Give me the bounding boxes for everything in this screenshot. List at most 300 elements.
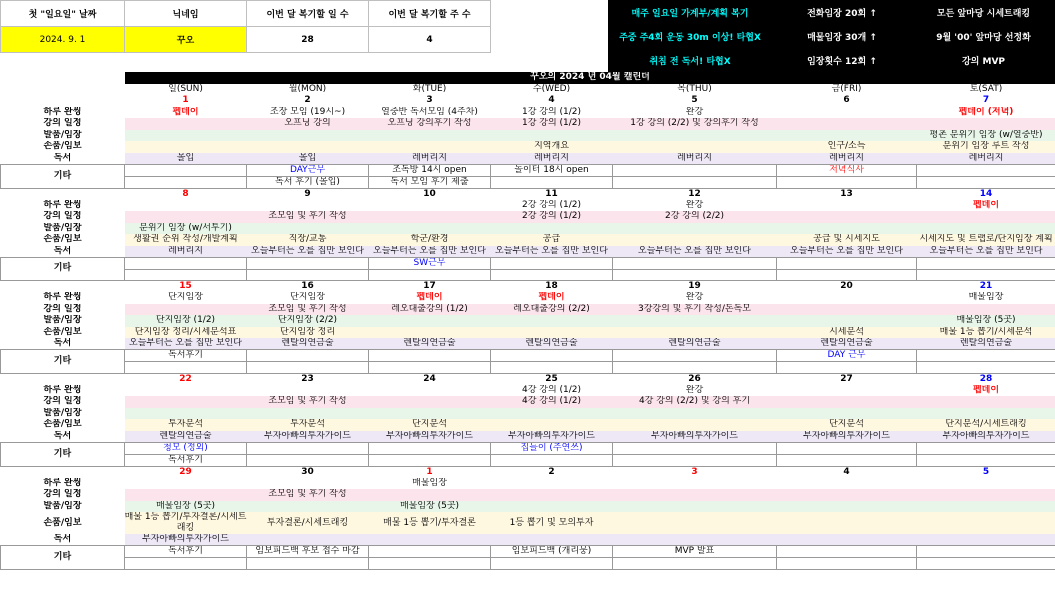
cell-etc2[interactable] [491, 558, 613, 570]
cell-inv[interactable] [613, 419, 777, 431]
cell-etc1[interactable] [369, 442, 491, 454]
cell-inv[interactable]: 직장/교통 [247, 234, 369, 246]
date-number: 28 [979, 373, 993, 384]
cell-lecture[interactable] [917, 211, 1055, 223]
cell-etc2[interactable] [369, 269, 491, 281]
cell-etc2[interactable] [369, 362, 491, 374]
cell-lecture[interactable]: 레오대출강의 (2/2) [491, 304, 613, 316]
week-date-row [1, 373, 1055, 385]
cell-imjang[interactable]: 단지임장 (1/2) [125, 315, 247, 327]
row-etc2 [1, 362, 1055, 374]
cell-inv[interactable]: 단지임장 정리/시세분석표 [125, 327, 247, 339]
cell-imjang[interactable] [613, 315, 777, 327]
cell-etc1[interactable] [247, 257, 369, 269]
cell-etc2[interactable] [613, 269, 777, 281]
cell-read[interactable] [369, 534, 491, 546]
cell-wake[interactable] [777, 200, 917, 212]
cell-inv[interactable]: 단지분석/시세트래킹 [917, 419, 1055, 431]
row-lecture [1, 489, 1055, 501]
cell-wake[interactable] [125, 200, 247, 212]
date-number: 24 [423, 373, 436, 384]
cell-etc1[interactable]: 저녁식사 [777, 164, 917, 176]
cell-inv[interactable]: 단지분석 [777, 419, 917, 431]
cell-etc2[interactable] [247, 269, 369, 281]
cell-inv[interactable]: 투자분석 [125, 419, 247, 431]
cell-read[interactable]: 렌탈의연금술 [125, 431, 247, 443]
cell-wake[interactable] [777, 107, 917, 119]
cell-etc1[interactable] [613, 350, 777, 362]
cell-etc1[interactable] [369, 350, 491, 362]
cell-lecture[interactable] [125, 118, 247, 130]
cell-wake[interactable]: 완강 [613, 385, 777, 397]
row-etc1 [1, 164, 1055, 176]
cell-lecture[interactable] [613, 489, 777, 501]
calendar-corner [1, 72, 125, 84]
cell-imjang[interactable] [613, 408, 777, 420]
cell-etc2[interactable] [613, 176, 777, 188]
cell-read[interactable]: 렌탈의연금술 [491, 338, 613, 350]
cell-read[interactable]: 오늘부터는 오를 집만 보인다 [613, 246, 777, 258]
cell-imjang[interactable] [613, 501, 777, 513]
date-number: 4 [548, 95, 555, 106]
cell-etc2[interactable] [125, 269, 247, 281]
cell-etc2[interactable] [777, 362, 917, 374]
cell-wake[interactable] [247, 385, 369, 397]
cell-wake[interactable]: 2강 강의 (1/2) [491, 200, 613, 212]
date-label-empty [1, 373, 125, 385]
cell-lecture[interactable] [369, 396, 491, 408]
cell-etc2[interactable] [777, 176, 917, 188]
cell-imjang[interactable] [369, 408, 491, 420]
cell-imjang[interactable] [125, 130, 247, 142]
cell-read[interactable] [917, 534, 1055, 546]
cell-imjang[interactable] [369, 130, 491, 142]
cell-etc2[interactable] [917, 558, 1055, 570]
cell-read[interactable]: 오늘부터는 오를 집만 보인다 [125, 338, 247, 350]
row-label: 강의 일정 [43, 396, 82, 407]
first-sunday-value[interactable]: 2024. 9. 1 [1, 27, 125, 53]
cell-wake[interactable] [613, 478, 777, 490]
cell-lecture[interactable] [917, 304, 1055, 316]
cell-etc2[interactable] [491, 362, 613, 374]
cell-inv[interactable] [613, 512, 777, 534]
date-label-empty [1, 281, 125, 293]
cell-etc1[interactable] [777, 257, 917, 269]
cell-read[interactable]: 부자아빠의투자가이드 [247, 431, 369, 443]
cell-etc1[interactable]: 놀이터 18시 open [491, 164, 613, 176]
cell-read[interactable]: 레버리지 [369, 153, 491, 165]
cell-inv[interactable]: 단지분석 [369, 419, 491, 431]
cell-wake[interactable]: 펩데이 [917, 385, 1055, 397]
cell-read[interactable]: 몰입 [247, 153, 369, 165]
summary-table [0, 0, 491, 53]
cell-imjang[interactable] [777, 408, 917, 420]
cell-etc2[interactable] [491, 176, 613, 188]
cell-wake[interactable]: 펩데이 (저녁) [917, 107, 1055, 119]
row-imjang [1, 501, 1055, 513]
cell-inv[interactable]: 시세분석 [777, 327, 917, 339]
date-number: 12 [688, 188, 701, 199]
cell-etc2[interactable] [125, 176, 247, 188]
cell-etc2[interactable] [777, 269, 917, 281]
cell-etc2[interactable]: 독서 모임 후기 제출 [369, 176, 491, 188]
cell-inv[interactable]: 시세지도 및 트랩로/단지임장 계획 [917, 234, 1055, 246]
cell-read[interactable]: 레버리지 [125, 246, 247, 258]
cell-wake[interactable] [125, 385, 247, 397]
cell-etc1[interactable]: 독서후기 [125, 350, 247, 362]
cell-etc2[interactable] [369, 558, 491, 570]
cell-wake[interactable]: 완강 [613, 107, 777, 119]
weekday-header: 일(SUN) [168, 83, 203, 94]
goal-cell: 매주 일요일 가계부/계획 복기 [631, 8, 749, 19]
week-date-row [1, 281, 1055, 293]
cell-etc2[interactable] [247, 558, 369, 570]
cell-read[interactable]: 렌탈의연금술 [917, 338, 1055, 350]
cell-wake[interactable] [777, 292, 917, 304]
cell-inv[interactable] [777, 512, 917, 534]
goal-cell: 임장횟수 12회 ↑ [807, 56, 877, 67]
calendar-title: 꾸오의 2024 년 04월 캘린더 [125, 72, 1055, 84]
cell-imjang[interactable] [777, 315, 917, 327]
row-wake [1, 107, 1055, 119]
cell-read[interactable]: 렌탈의연금술 [369, 338, 491, 350]
date-number: 17 [423, 281, 436, 291]
cell-imjang[interactable] [247, 501, 369, 513]
cell-imjang[interactable] [247, 130, 369, 142]
cell-read[interactable]: 부자아빠의투자가이드 [125, 534, 247, 546]
cell-lecture[interactable]: 2강 강의 (2/2) [613, 211, 777, 223]
cell-etc1[interactable] [369, 546, 491, 558]
cell-etc1[interactable]: 독서후기 [125, 546, 247, 558]
cell-lecture[interactable]: 3강강의 및 후기 작성/돈독모 [613, 304, 777, 316]
cell-inv[interactable] [917, 512, 1055, 534]
cell-lecture[interactable]: 2강 강의 (1/2) [491, 211, 613, 223]
cell-etc1[interactable] [247, 350, 369, 362]
review-days-value[interactable]: 28 [247, 27, 369, 53]
date-number: 3 [691, 466, 698, 477]
row-label: 독서 [53, 152, 72, 163]
cell-imjang[interactable] [777, 223, 917, 235]
cell-lecture[interactable]: 레오대출강의 (1/2) [369, 304, 491, 316]
cell-imjang[interactable]: 매물임장 (5곳) [917, 315, 1055, 327]
cell-inv[interactable] [613, 327, 777, 339]
cell-etc2[interactable] [247, 362, 369, 374]
cell-etc1[interactable]: DAY 근무 [777, 350, 917, 362]
cell-etc1[interactable] [777, 442, 917, 454]
cell-etc1[interactable] [247, 442, 369, 454]
cell-inv[interactable]: 투자결론/시세트래킹 [247, 512, 369, 534]
cell-imjang[interactable] [369, 315, 491, 327]
cell-imjang[interactable] [125, 408, 247, 420]
cell-inv[interactable]: 매물 1등 뽑기/투자결론 [369, 512, 491, 534]
cell-inv[interactable] [613, 234, 777, 246]
date-number: 23 [301, 373, 314, 384]
cell-imjang[interactable] [491, 223, 613, 235]
cell-lecture[interactable] [777, 304, 917, 316]
cell-read[interactable]: 부자아빠의투자가이드 [369, 431, 491, 443]
weekday-header: 토(SAT) [969, 83, 1003, 94]
cell-inv[interactable]: 인구/소득 [777, 141, 917, 153]
cell-wake[interactable]: 펩데이 [369, 292, 491, 304]
cell-lecture[interactable]: 1강 강의 (2/2) 및 강의후기 작성 [613, 118, 777, 130]
cell-imjang[interactable] [777, 130, 917, 142]
row-label: 하루 완씽 [43, 292, 82, 303]
weekday-header: 화(TUE) [412, 83, 447, 94]
row-imjang [1, 223, 1055, 235]
row-etc1 [1, 350, 1055, 362]
cell-inv[interactable] [247, 141, 369, 153]
cell-read[interactable]: 오늘부터는 오를 집만 보인다 [777, 246, 917, 258]
cell-etc1[interactable]: 조독방 14시 open [369, 164, 491, 176]
cell-read[interactable]: 레버리지 [491, 153, 613, 165]
cell-read[interactable]: 레버리지 [613, 153, 777, 165]
cell-etc2[interactable] [247, 454, 369, 466]
cell-wake[interactable] [917, 478, 1055, 490]
cell-read[interactable]: 레버리지 [777, 153, 917, 165]
cell-etc1[interactable] [491, 257, 613, 269]
cell-read[interactable] [247, 534, 369, 546]
cell-read[interactable]: 오늘부터는 오를 집만 보인다 [247, 246, 369, 258]
cell-inv[interactable]: 공급 및 시세지도 [777, 234, 917, 246]
cell-etc1[interactable] [917, 442, 1055, 454]
cell-etc2[interactable] [613, 454, 777, 466]
row-lecture [1, 118, 1055, 130]
cell-lecture[interactable]: 조모임 및 후기 작성 [247, 304, 369, 316]
cell-etc2[interactable] [125, 558, 247, 570]
cell-lecture[interactable] [369, 211, 491, 223]
cell-etc2[interactable] [917, 269, 1055, 281]
cell-wake[interactable] [247, 200, 369, 212]
cell-etc1[interactable]: SW근무 [369, 257, 491, 269]
cell-read[interactable]: 오늘부터는 오를 집만 보인다 [917, 246, 1055, 258]
cell-etc1[interactable] [125, 164, 247, 176]
cell-imjang[interactable] [491, 315, 613, 327]
row-etc2 [1, 558, 1055, 570]
cell-lecture[interactable] [777, 118, 917, 130]
cell-inv[interactable]: 1등 뽑기 및 모의투자 [491, 512, 613, 534]
cell-wake[interactable] [125, 478, 247, 490]
cell-lecture[interactable]: 1강 강의 (1/2) [491, 118, 613, 130]
cell-wake[interactable] [369, 385, 491, 397]
cell-etc1[interactable] [613, 257, 777, 269]
cell-imjang[interactable] [777, 501, 917, 513]
cell-read[interactable]: 레버리지 [917, 153, 1055, 165]
cell-wake[interactable] [777, 478, 917, 490]
cell-imjang[interactable] [369, 223, 491, 235]
cell-read[interactable]: 몰입 [125, 153, 247, 165]
cell-inv[interactable]: 매물 1등 뽑기/투자결론/시세트래킹 [124, 512, 247, 533]
cell-etc1[interactable]: 청모 (정외) [125, 442, 247, 454]
cell-lecture[interactable]: 조모임 및 후기 작성 [247, 396, 369, 408]
cell-etc2[interactable] [917, 176, 1055, 188]
cell-read[interactable]: 부자아빠의투자가이드 [613, 431, 777, 443]
date-number: 19 [688, 281, 701, 291]
row-label: 발품/임장 [43, 407, 82, 418]
cell-etc1[interactable] [613, 442, 777, 454]
cell-etc2[interactable] [613, 558, 777, 570]
cell-imjang[interactable] [917, 223, 1055, 235]
cell-imjang[interactable] [491, 130, 613, 142]
cell-imjang[interactable]: 매물임장 (5곳) [369, 501, 491, 513]
cell-imjang[interactable] [491, 408, 613, 420]
cell-lecture[interactable] [777, 489, 917, 501]
cell-read[interactable]: 오늘부터는 오를 집만 보인다 [491, 246, 613, 258]
row-label: 손품/임보 [43, 517, 82, 528]
date-number: 22 [179, 373, 192, 384]
cell-inv[interactable]: 투자분석 [247, 419, 369, 431]
cell-inv[interactable]: 생활권 순위 작성/개발계획 [125, 234, 247, 246]
cell-etc2[interactable] [917, 362, 1055, 374]
date-label-empty [1, 466, 125, 478]
cell-etc2[interactable] [491, 454, 613, 466]
date-number: 1 [426, 466, 433, 477]
cell-wake[interactable]: 완강 [613, 200, 777, 212]
cell-lecture[interactable] [491, 489, 613, 501]
cell-imjang[interactable] [917, 501, 1055, 513]
cell-wake[interactable] [247, 478, 369, 490]
row-label: 손품/임보 [43, 234, 82, 245]
cell-lecture[interactable] [125, 396, 247, 408]
row-label: 강의 일정 [43, 489, 82, 500]
cell-read[interactable]: 렌탈의연금술 [247, 338, 369, 350]
cell-read[interactable]: 렌탈의연금술 [777, 338, 917, 350]
cell-inv[interactable]: 단지임장 정리 [247, 327, 369, 339]
cell-etc2[interactable] [613, 362, 777, 374]
cell-inv[interactable] [491, 327, 613, 339]
cell-etc2[interactable] [777, 454, 917, 466]
cell-etc2[interactable]: 독서 후기 (몰입) [247, 176, 369, 188]
week-date-row [1, 95, 1055, 107]
cell-etc1[interactable] [917, 350, 1055, 362]
row-wake [1, 292, 1055, 304]
cell-read[interactable] [777, 534, 917, 546]
cell-etc2[interactable] [125, 362, 247, 374]
cell-wake[interactable]: 조장 모임 (19시~) [247, 107, 369, 119]
review-days-label: 이번 달 복기할 일 수 [247, 1, 369, 27]
cell-lecture[interactable]: 오프닝 강의후기 작성 [369, 118, 491, 130]
cell-wake[interactable] [491, 478, 613, 490]
cell-wake[interactable] [369, 200, 491, 212]
cell-inv[interactable] [369, 327, 491, 339]
cell-etc2[interactable] [369, 454, 491, 466]
cell-read[interactable] [491, 534, 613, 546]
cell-wake[interactable]: 펩데이 [917, 200, 1055, 212]
row-label: 독서 [53, 534, 72, 544]
cell-inv[interactable] [125, 141, 247, 153]
cell-etc1[interactable] [491, 350, 613, 362]
cell-imjang[interactable] [613, 130, 777, 142]
date-number: 4 [843, 466, 850, 477]
cell-wake[interactable]: 펩데이 [491, 292, 613, 304]
cell-wake[interactable]: 1강 강의 (1/2) [491, 107, 613, 119]
cell-imjang[interactable] [917, 408, 1055, 420]
cell-imjang[interactable] [247, 408, 369, 420]
cell-lecture[interactable] [777, 211, 917, 223]
nickname-value[interactable]: 꾸오 [125, 27, 247, 53]
cell-imjang[interactable] [491, 501, 613, 513]
review-weeks-value[interactable]: 4 [369, 27, 491, 53]
cell-read[interactable]: 부자아빠의투자가이드 [917, 431, 1055, 443]
cell-lecture[interactable] [777, 396, 917, 408]
cell-inv[interactable] [613, 141, 777, 153]
cell-etc2[interactable] [917, 454, 1055, 466]
row-imjang [1, 408, 1055, 420]
weekday-header: 월(MON) [288, 83, 327, 94]
cell-imjang[interactable]: 매물임장 (5곳) [125, 501, 247, 513]
cell-wake[interactable]: 단지임장 [247, 292, 369, 304]
cell-etc2[interactable] [777, 558, 917, 570]
cell-etc1[interactable] [777, 546, 917, 558]
cell-etc1[interactable]: DAY근무 [247, 164, 369, 176]
cell-read[interactable]: 렌탈의연금술 [613, 338, 777, 350]
cell-lecture[interactable]: 4강 강의 (1/2) [491, 396, 613, 408]
date-number: 21 [979, 281, 993, 291]
cell-lecture[interactable] [125, 304, 247, 316]
cell-lecture[interactable] [125, 211, 247, 223]
cell-imjang[interactable] [613, 223, 777, 235]
cell-etc1[interactable] [917, 546, 1055, 558]
cell-etc1[interactable] [613, 164, 777, 176]
cell-imjang[interactable] [247, 223, 369, 235]
cell-wake[interactable]: 매물임장 [917, 292, 1055, 304]
cell-inv[interactable]: 지역개요 [491, 141, 613, 153]
row-read [1, 431, 1055, 443]
cell-inv[interactable] [491, 419, 613, 431]
cell-etc1[interactable] [125, 257, 247, 269]
cell-etc1[interactable] [917, 257, 1055, 269]
cell-lecture[interactable]: 오프닝 강의 [247, 118, 369, 130]
cell-inv[interactable]: 학군/환경 [369, 234, 491, 246]
cell-wake[interactable]: 펩데이 [125, 107, 247, 119]
cell-wake[interactable]: 매물임장 [369, 478, 491, 490]
cell-read[interactable]: 오늘부터는 오를 집만 보인다 [369, 246, 491, 258]
cell-lecture[interactable] [125, 489, 247, 501]
cell-lecture[interactable]: 조모임 및 후기 작성 [247, 489, 369, 501]
date-number: 13 [840, 188, 853, 199]
cell-imjang[interactable]: 평촌 분위기 임장 (w/열중반) [917, 130, 1055, 142]
cell-lecture[interactable] [917, 118, 1055, 130]
cell-read[interactable] [613, 534, 777, 546]
cell-wake[interactable]: 4강 강의 (1/2) [491, 385, 613, 397]
cell-etc1[interactable]: MVP 발표 [613, 546, 777, 558]
cell-etc1[interactable]: 임보피드백 (개리뭉) [491, 546, 613, 558]
cell-wake[interactable]: 단지임장 [125, 292, 247, 304]
row-label: 기타 [1, 164, 125, 188]
cell-inv[interactable]: 분위기 임장 루트 작성 [917, 141, 1055, 153]
cell-etc2[interactable] [491, 269, 613, 281]
cell-lecture[interactable] [917, 489, 1055, 501]
weekday-header-row [1, 84, 1055, 96]
cell-lecture[interactable] [917, 396, 1055, 408]
cell-inv[interactable] [369, 141, 491, 153]
cell-wake[interactable] [777, 385, 917, 397]
cell-wake[interactable]: 열중반 독서모임 (4주차) [369, 107, 491, 119]
cell-read[interactable]: 부자아빠의투자가이드 [491, 431, 613, 443]
cell-inv[interactable]: 매물 1등 뽑기/시세분석 [917, 327, 1055, 339]
cell-imjang[interactable]: 분위기 임장 (w/서투기) [125, 223, 247, 235]
cell-etc1[interactable]: 집들이 (주연쓰) [491, 442, 613, 454]
cell-inv[interactable]: 공급 [491, 234, 613, 246]
cell-etc1[interactable]: 임보피드백 후보 접수 마감 [247, 546, 369, 558]
cell-read[interactable]: 부자아빠의투자가이드 [777, 431, 917, 443]
cell-lecture[interactable]: 조모임 및 후기 작성 [247, 211, 369, 223]
cell-imjang[interactable]: 단지임장 (2/2) [247, 315, 369, 327]
cell-lecture[interactable] [369, 489, 491, 501]
cell-lecture[interactable]: 4강 강의 (2/2) 및 강의 후기 [613, 396, 777, 408]
cell-wake[interactable]: 완강 [613, 292, 777, 304]
cell-etc1[interactable] [917, 164, 1055, 176]
cell-etc2[interactable]: 독서후기 [125, 454, 247, 466]
